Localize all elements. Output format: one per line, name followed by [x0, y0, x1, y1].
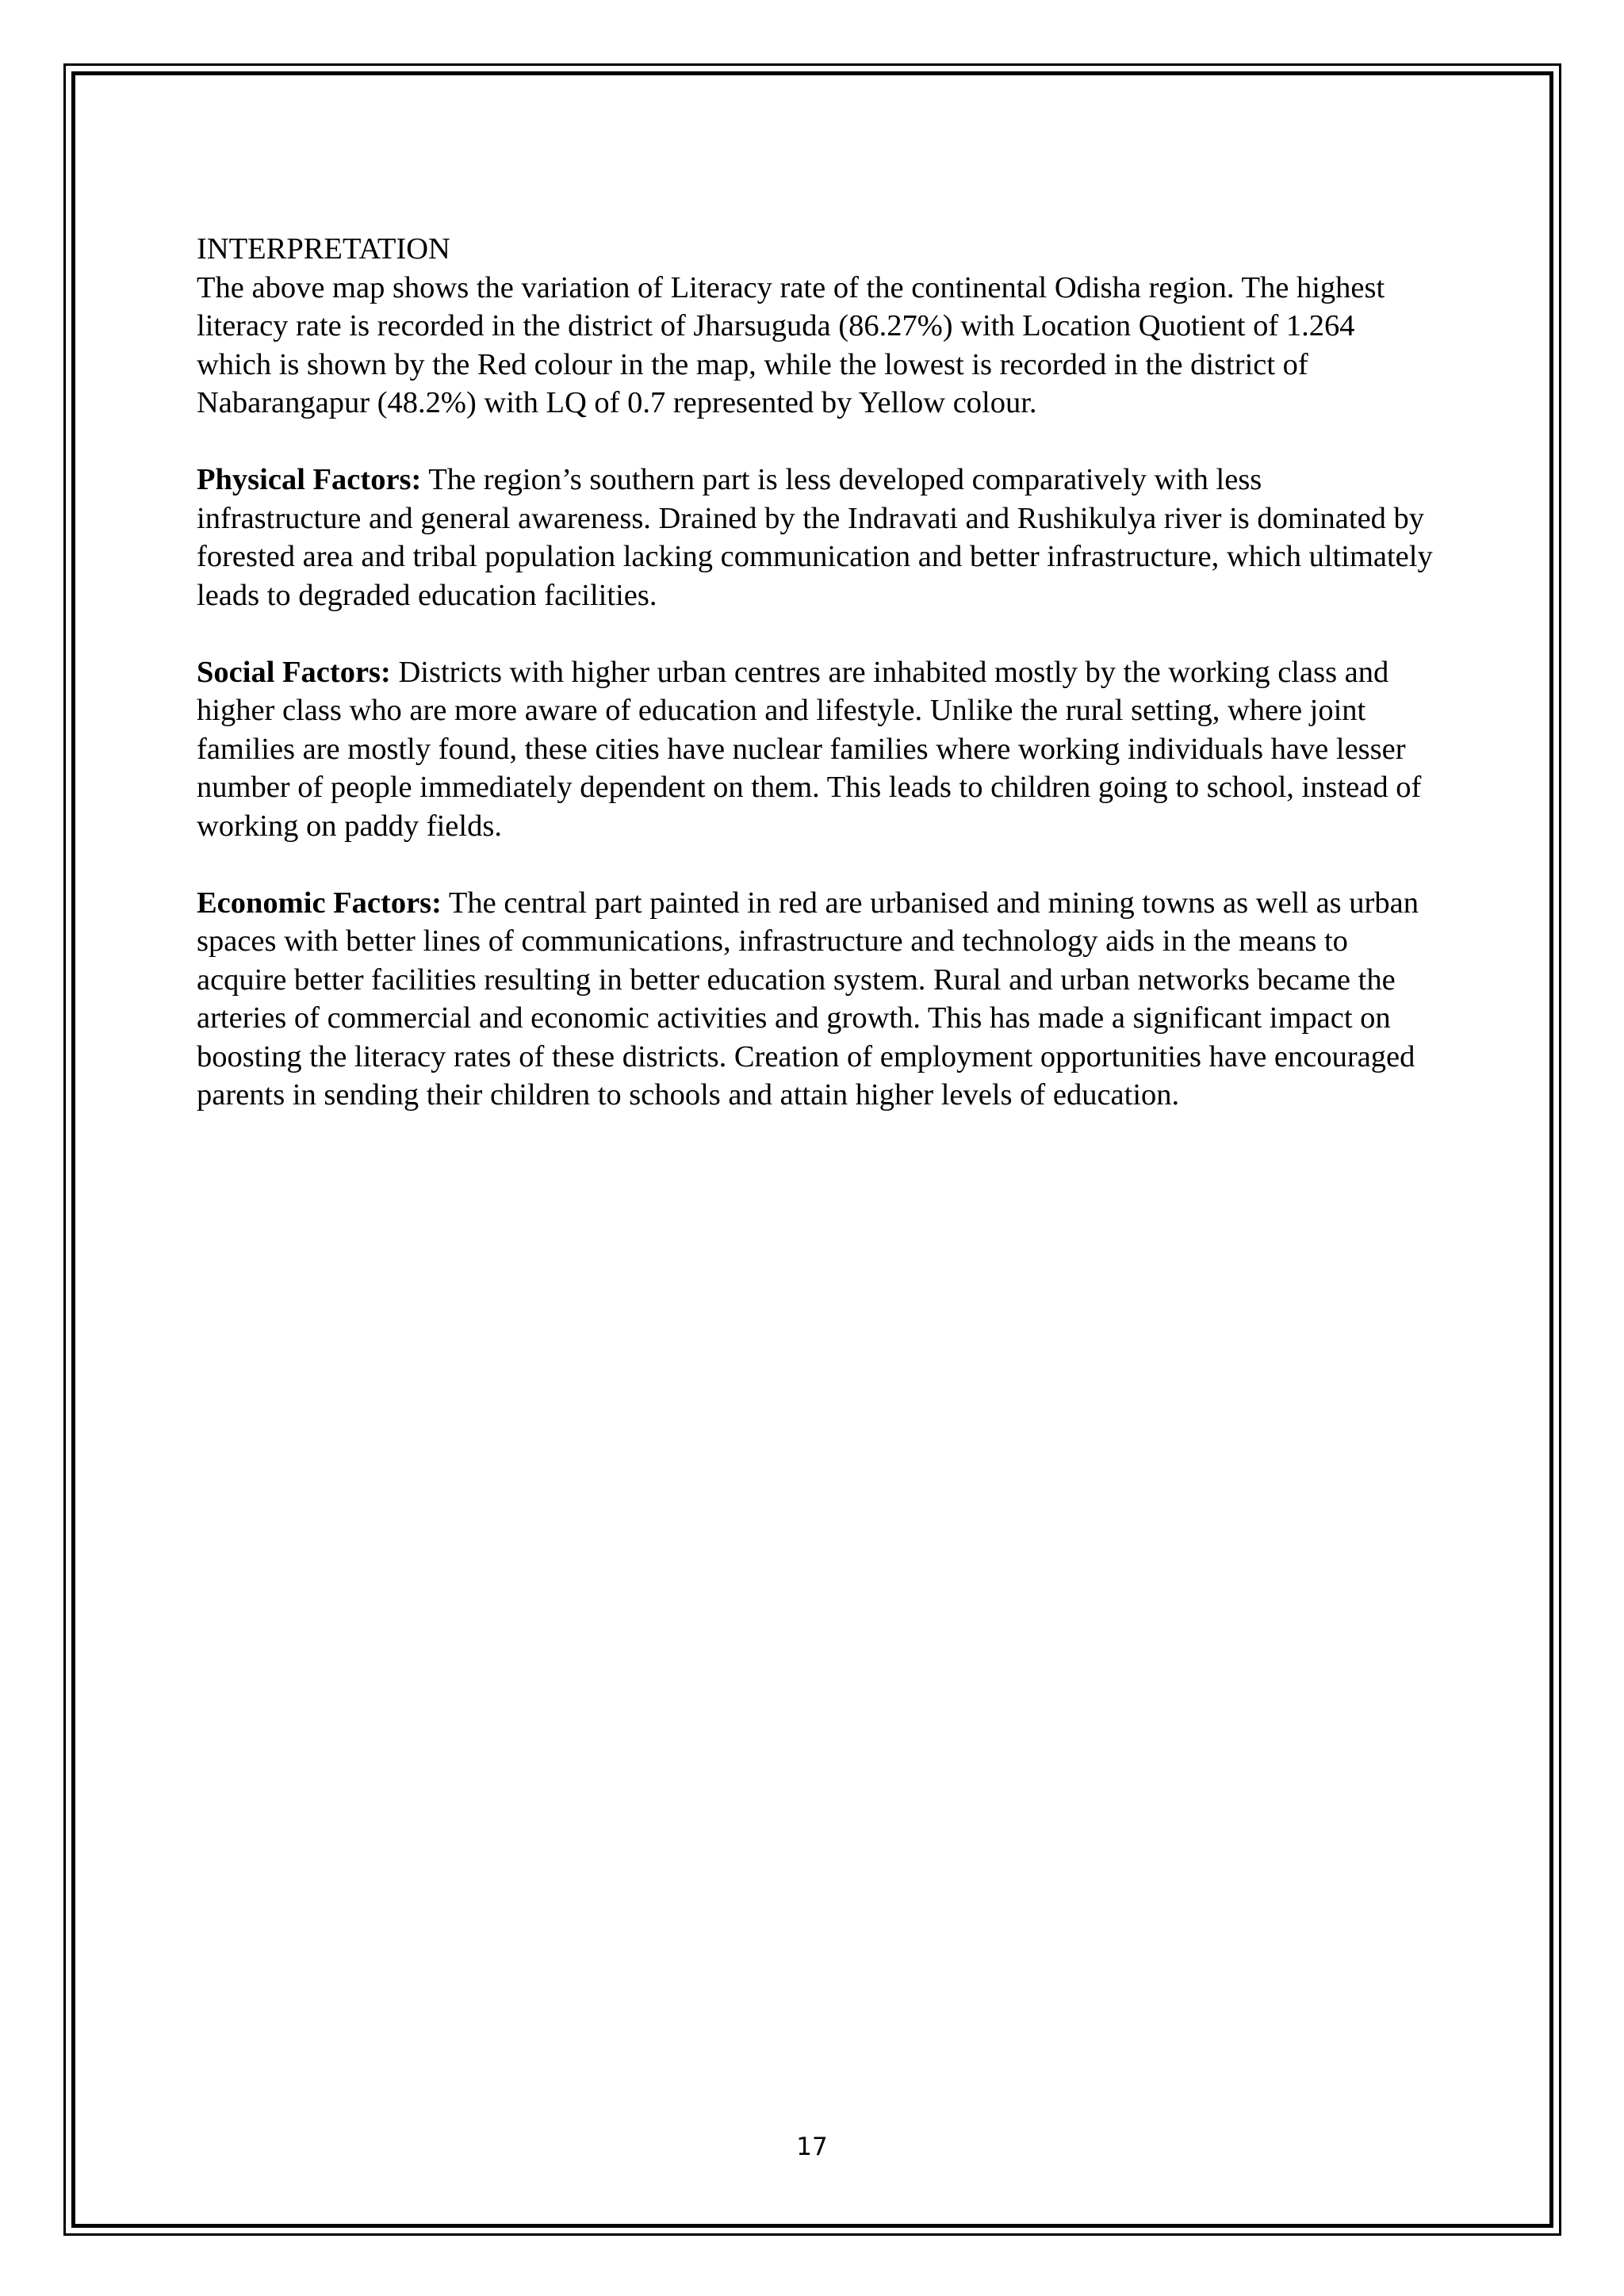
social-factors-paragraph [197, 653, 1434, 846]
intro-paragraph: The above map shows the variation of Literacy rate of the continental Odisha region. The highest literacy rate is recorded in the district of Jharsuguda (86.27%) with Location Quotient of 1.264 which is shown by the Red colour in the map, while the lowest is recorded in the district of Nabarangapur (48.2%) with LQ of 0.7 represented by Yellow colour. [197, 270, 1385, 419]
physical-factors-title: Physical Factors: [197, 463, 422, 496]
physical-factors-paragraph [197, 461, 1434, 614]
physical-factors-text: The region’s southern part is less developed comparatively with less infrastructure and general awareness. Drained by the Indravati and Rushikulya river is dominated by forested area and tribal population lacking communication and better infrastructure, which ultimately leads to degraded education facilities. [197, 463, 1433, 612]
page-number: 17 [796, 2133, 828, 2161]
social-factors-title: Social Factors: [197, 655, 391, 689]
economic-factors-title: Economic Factors: [197, 886, 442, 920]
social-factors-text: Districts with higher urban centres are inhabited mostly by the working class and higher class who are more aware of education and lifestyle. Unlike the rural setting, where joint families are mostly found, these cities have nuclear families where working individuals have lesser number of people immediately dependent on them. This leads to children going to school, instead of working on paddy fields. [197, 655, 1422, 843]
section-heading: INTERPRETATION [197, 232, 450, 266]
economic-factors-paragraph [197, 884, 1434, 1115]
document-body [197, 230, 1434, 1153]
economic-factors-text: The central part painted in red are urbanised and mining towns as well as urban spaces with better lines of communications, infrastructure and technology aids in the means to acquire better facilities resulting in better education system. Rural and urban networks became the arteries of commercial and economic activities and growth. This has made a significant impact on boosting the literacy rates of these districts. Creation of employment opportunities have encouraged parents in sending their children to schools and attain higher levels of education. [197, 886, 1419, 1112]
